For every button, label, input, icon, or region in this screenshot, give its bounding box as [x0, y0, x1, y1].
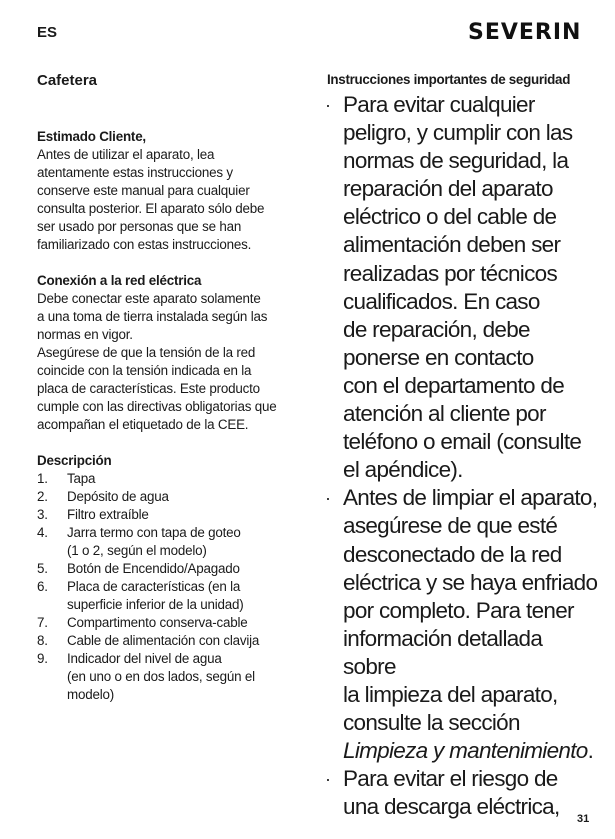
- item-number: 5.: [37, 561, 48, 576]
- bullet-text: [343, 484, 600, 765]
- list-item: [37, 632, 299, 650]
- page-title: Cafetera: [37, 72, 98, 89]
- right-column: [325, 91, 600, 821]
- section-reference: Limpieza y mantenimiento: [343, 738, 588, 764]
- safety-heading: Instrucciones importantes de seguridad: [327, 72, 571, 87]
- bullet-text-end: .: [587, 738, 594, 764]
- language-code: ES: [37, 24, 58, 41]
- bullet-text: Para evitar el riesgo de una descarga eléctrica,: [343, 766, 560, 820]
- item-number: 2.: [37, 489, 48, 504]
- bullet-dot: ·: [325, 95, 331, 115]
- list-item: [37, 524, 299, 560]
- list-item: [37, 614, 299, 632]
- item-number: 9.: [37, 651, 48, 666]
- item-text: Tapa: [67, 471, 96, 486]
- intro-heading: Estimado Cliente,: [37, 129, 146, 144]
- item-text: Placa de características (en la superficie inferior de la unidad): [67, 579, 244, 612]
- brand-logo: SEVERIN: [468, 20, 582, 45]
- list-item: [37, 560, 299, 578]
- item-number: 3.: [37, 507, 48, 522]
- list-item: [37, 650, 299, 704]
- list-item: [37, 506, 299, 524]
- item-number: 6.: [37, 579, 48, 594]
- item-text: Compartimento conserva-cable: [67, 615, 248, 630]
- spacer: [37, 254, 299, 272]
- item-number: 8.: [37, 633, 48, 648]
- description-heading: Descripción: [37, 453, 112, 468]
- bullet-dot: ·: [325, 488, 331, 509]
- safety-bullet: [325, 765, 600, 821]
- item-text: Cable de alimentación con clavija: [67, 633, 260, 648]
- safety-bullet: [325, 484, 600, 765]
- item-text: Jarra termo con tapa de goteo (1 o 2, según el modelo): [67, 525, 241, 558]
- list-item: [37, 470, 299, 488]
- bullet-text: Para evitar cualquier peligro, y cumplir con las normas de seguridad, la reparación del aparato eléctrico o del cable de alimentación deben ser realizadas por técnicos cualificados. En caso de reparación, debe ponerse en contacto con el departamento de atención al cliente por teléfono o email (consulte el apéndice).: [343, 92, 582, 483]
- item-text: Indicador del nivel de agua (en uno o en dos lados, según el modelo): [67, 651, 255, 702]
- item-number: 4.: [37, 525, 48, 540]
- intro-text: Antes de utilizar el aparato, lea atentamente estas instrucciones y conserve este manual para cualquier consulta posterior. El aparato sólo debe ser usado por personas que se han familiarizado con estas instrucciones.: [37, 147, 265, 252]
- spacer: [37, 434, 299, 452]
- item-number: 1.: [37, 471, 48, 486]
- parts-list: [37, 470, 299, 704]
- item-text: Filtro extraíble: [67, 507, 149, 522]
- item-text: Depósito de agua: [67, 489, 169, 504]
- bullet-dot: ·: [325, 769, 331, 790]
- item-number: 7.: [37, 615, 48, 630]
- connection-heading: Conexión a la red eléctrica: [37, 273, 202, 288]
- list-item: [37, 488, 299, 506]
- list-item: [37, 578, 299, 614]
- connection-text: Debe conectar este aparato solamente a una toma de tierra instalada según las normas en vigor. Asegúrese de que la tensión de la red coincide con la tensión indicada en la placa de características. Este producto cumple con las directivas obligatorias que acompañan el etiquetado de la CEE.: [37, 291, 277, 432]
- bullet-text-main: Antes de limpiar el aparato, asegúrese de que esté desconectado de la red eléctrica y se haya enfriado por completo. Para tener información detallada sobre la limpieza del aparato, consulte la sección: [343, 485, 598, 736]
- left-column: [37, 128, 299, 704]
- item-text: Botón de Encendido/Apagado: [67, 561, 240, 576]
- safety-bullet: [325, 91, 600, 484]
- page-number: 31: [577, 813, 590, 825]
